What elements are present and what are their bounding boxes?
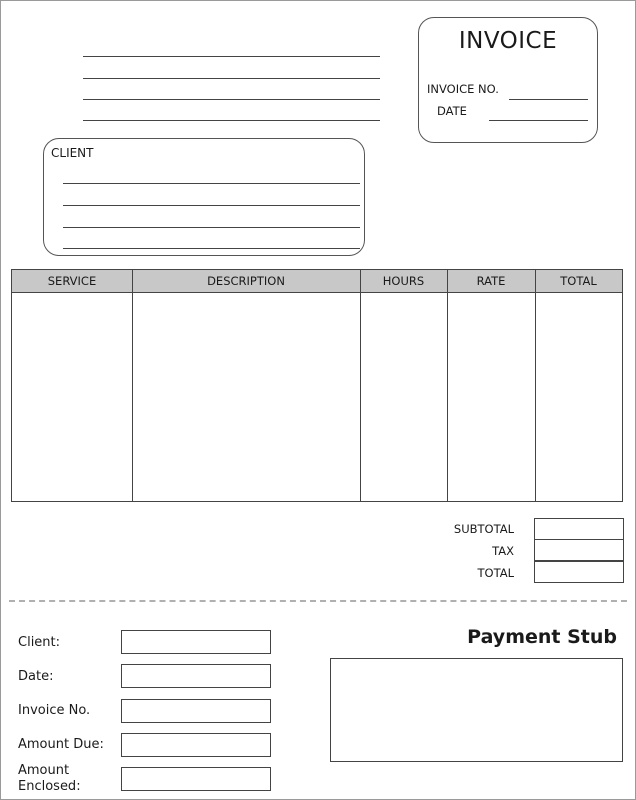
client-label: CLIENT xyxy=(51,146,94,160)
client-line-2[interactable] xyxy=(63,205,360,206)
invoice-header-box xyxy=(418,17,598,143)
items-table-header xyxy=(12,270,622,293)
payment-stub-box[interactable] xyxy=(330,658,623,762)
stub-date-label: Date: xyxy=(18,669,54,684)
invoice-no-field[interactable] xyxy=(509,99,588,100)
items-table xyxy=(11,269,623,502)
date-label: DATE xyxy=(437,104,467,118)
total-label: TOTAL xyxy=(477,566,514,580)
invoice-title: INVOICE xyxy=(458,28,558,54)
stub-date-field[interactable] xyxy=(121,664,271,688)
sender-address-line-4[interactable] xyxy=(83,120,380,121)
hours-cell[interactable] xyxy=(361,293,447,501)
stub-invoice-no-label: Invoice No. xyxy=(18,703,91,718)
stub-amount-enclosed-field[interactable] xyxy=(121,767,271,791)
invoice-no-label: INVOICE NO. xyxy=(427,82,499,96)
subtotal-field[interactable] xyxy=(534,518,624,540)
stub-amount-due-label: Amount Due: xyxy=(18,737,104,752)
column-header-total: TOTAL xyxy=(560,274,597,288)
stub-amount-due-field[interactable] xyxy=(121,733,271,757)
column-header-service: SERVICE xyxy=(47,274,97,288)
client-line-4[interactable] xyxy=(63,248,360,249)
subtotal-label: SUBTOTAL xyxy=(453,522,514,536)
sender-address-line-2[interactable] xyxy=(83,78,380,79)
client-line-3[interactable] xyxy=(63,227,360,228)
tax-field[interactable] xyxy=(534,539,624,561)
client-box xyxy=(43,138,365,256)
tear-line xyxy=(9,600,627,602)
date-field[interactable] xyxy=(489,120,588,121)
tax-label: TAX xyxy=(492,544,514,558)
total-cell[interactable] xyxy=(536,293,622,501)
stub-invoice-no-field[interactable] xyxy=(121,699,271,723)
service-cell[interactable] xyxy=(12,293,132,501)
column-header-rate: RATE xyxy=(476,274,506,288)
total-field[interactable] xyxy=(534,561,624,583)
stub-client-label: Client: xyxy=(18,635,61,650)
description-cell[interactable] xyxy=(133,293,360,501)
stub-amount-enclosed-label: Amount Enclosed: xyxy=(18,763,81,794)
rate-cell[interactable] xyxy=(448,293,535,501)
payment-stub-title: Payment Stub xyxy=(467,626,617,648)
sender-address-line-3[interactable] xyxy=(83,99,380,100)
stub-client-field[interactable] xyxy=(121,630,271,654)
column-header-hours: HOURS xyxy=(382,274,425,288)
client-line-1[interactable] xyxy=(63,183,360,184)
sender-address-line-1[interactable] xyxy=(83,56,380,57)
column-header-description: DESCRIPTION xyxy=(207,274,285,288)
